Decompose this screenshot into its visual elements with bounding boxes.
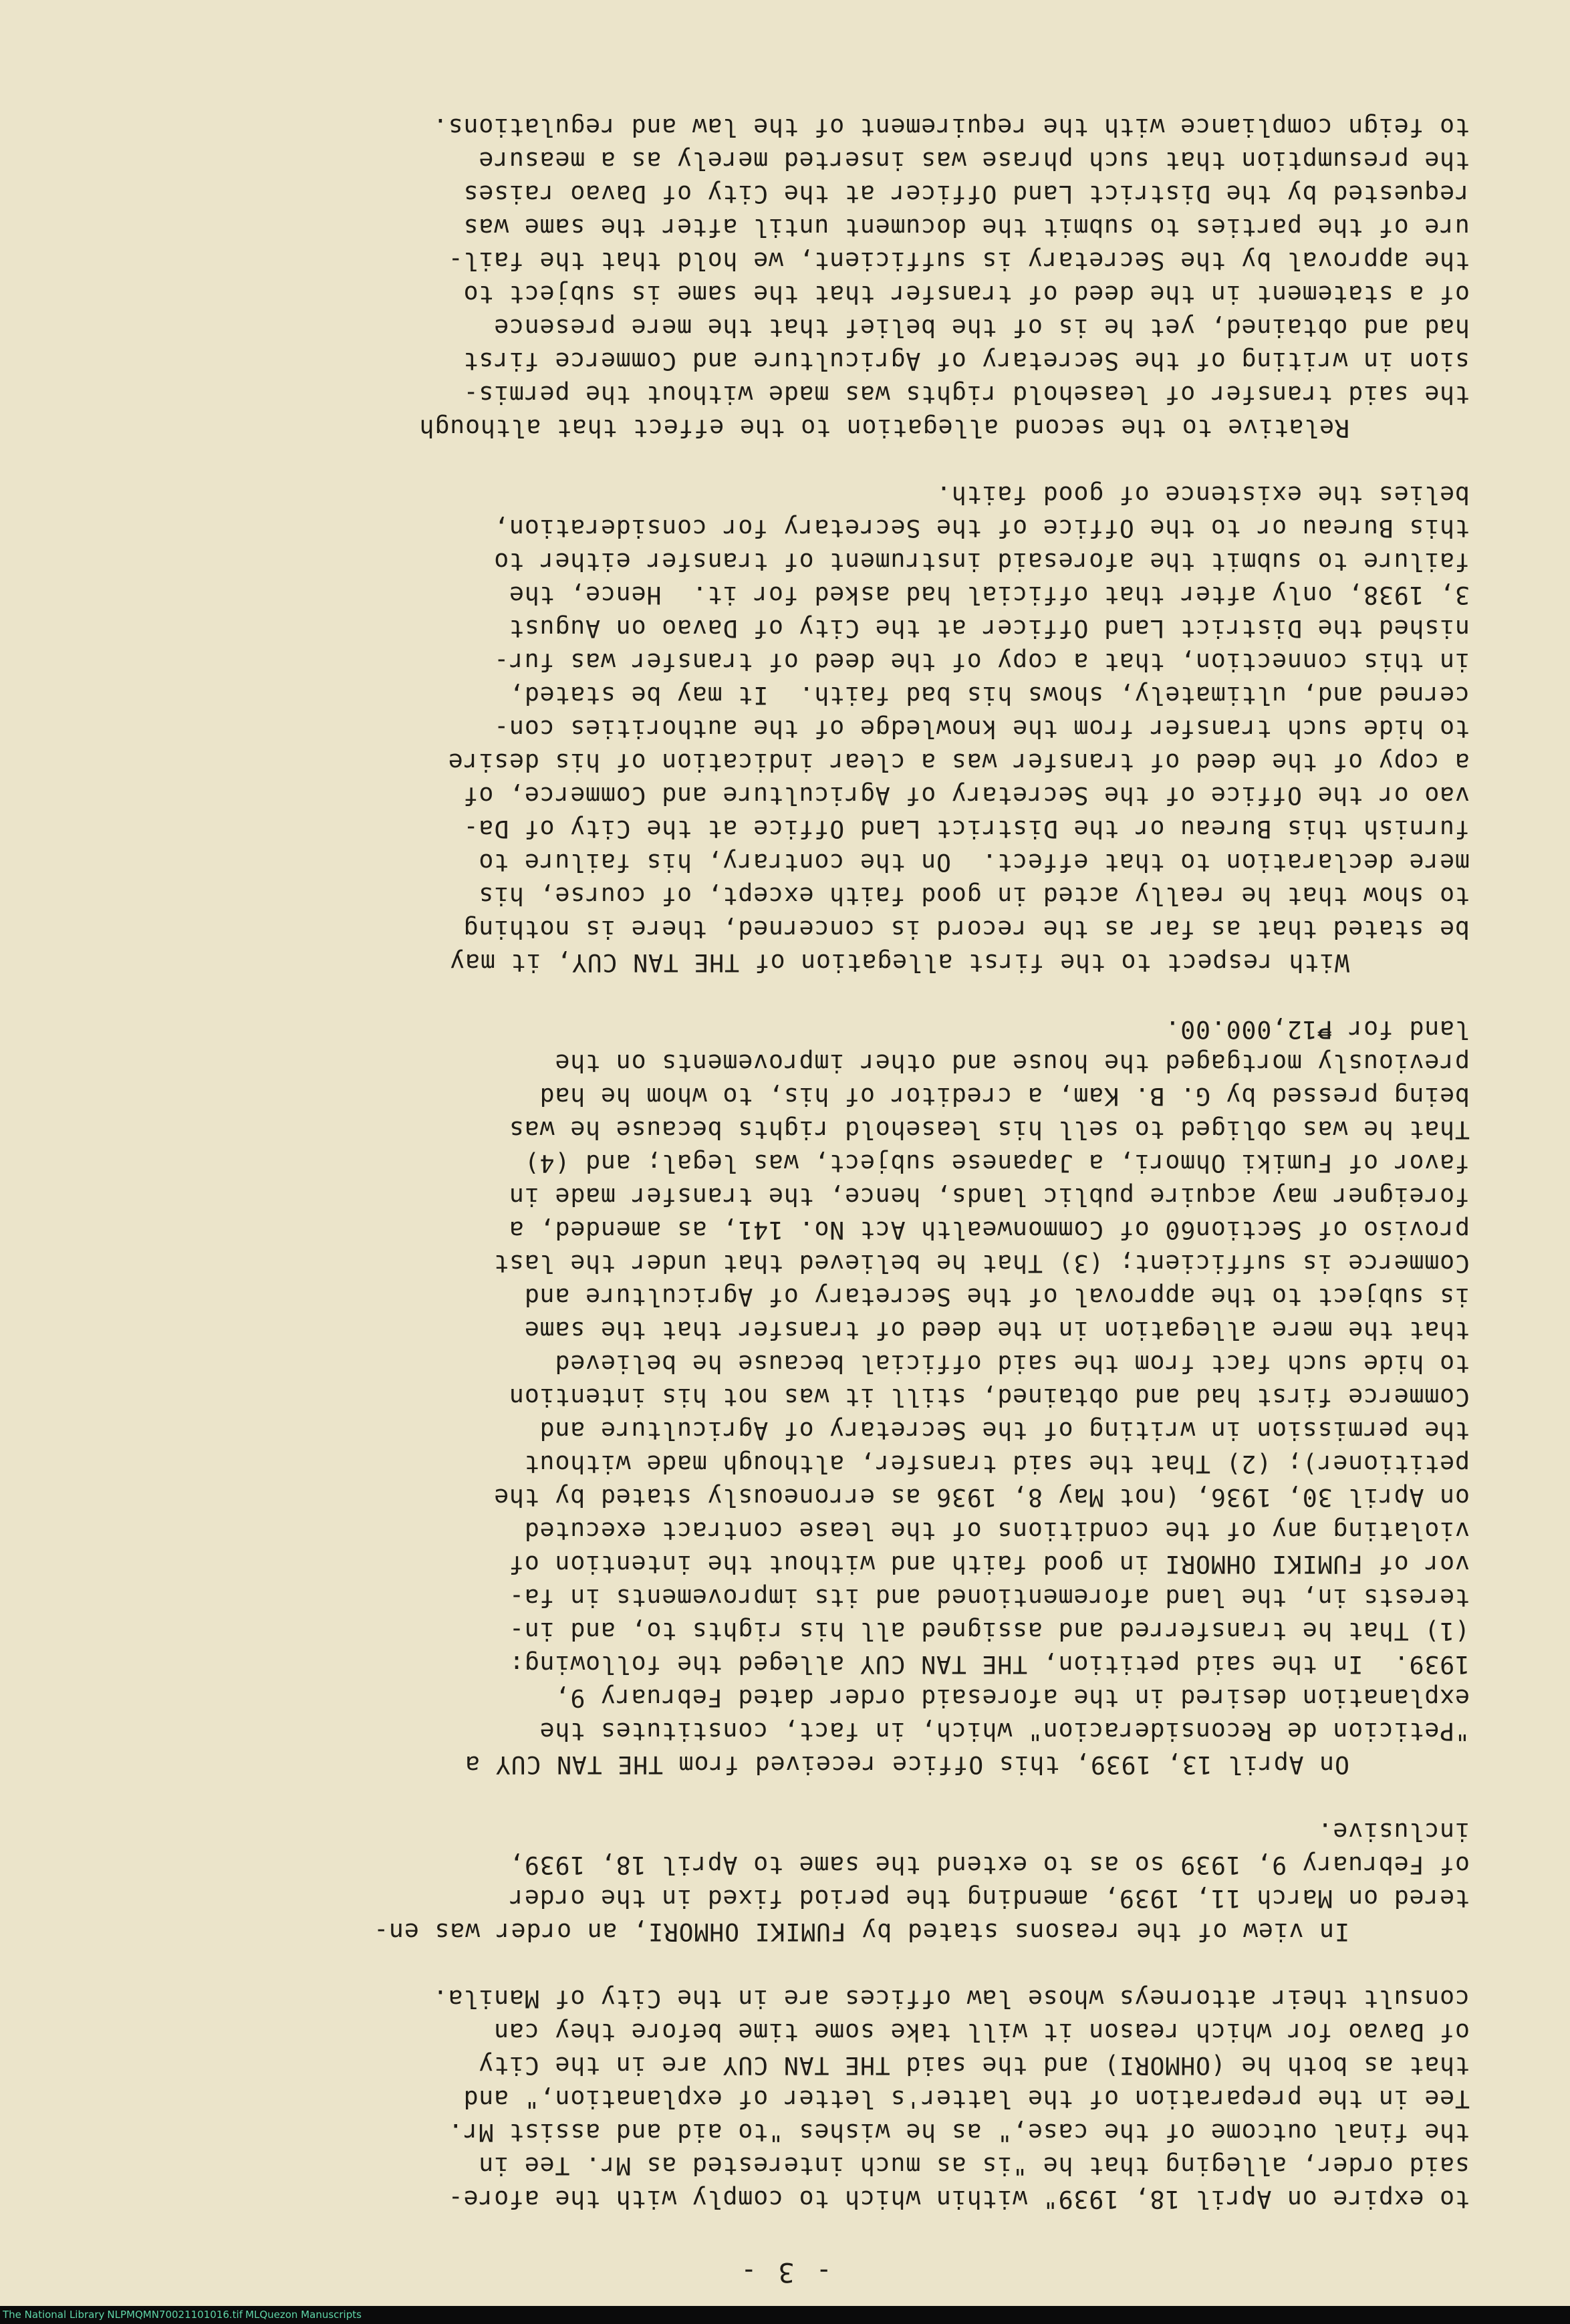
typed-body-text — [66, 110, 1470, 2216]
text-line: cerned and, ultimately, shows his bad faith. It may be stated, — [509, 681, 1470, 710]
paragraph — [66, 1982, 1470, 2216]
text-line: inclusive. — [1317, 1817, 1470, 1846]
text-line: That he was obliged to sell his leasehold rights because he was — [509, 1116, 1470, 1144]
text-line: vao or the Office of the Secretary of Agriculture and Commerce, of — [463, 781, 1470, 810]
paragraph-gap — [66, 1781, 1470, 1815]
paragraph — [66, 1013, 1470, 1781]
paragraph — [66, 110, 1470, 444]
paragraph-gap — [66, 444, 1470, 478]
text-line: foreigner may acquire public lands, hence, the transfer made in — [509, 1182, 1470, 1211]
text-line: the presumption that such phrase was inserted merely as a measure — [478, 146, 1470, 175]
text-line: requested by the District Land Officer at the City of Davao raises — [463, 180, 1470, 209]
text-line: to expire on April 18, 1939" within which to comply with the afore- — [447, 2185, 1470, 2214]
text-line: consult their attorneys whose law offices are in the City of Manila. — [432, 1984, 1470, 2013]
text-line: violating any of the conditions of the lease contract executed — [524, 1517, 1470, 1545]
text-line: failure to submit the aforesaid instrument of transfer either to — [493, 547, 1470, 576]
archive-footer-bar — [0, 2306, 1570, 2324]
text-line: to feign compliance with the requirement of the law and regulations. — [432, 113, 1470, 142]
text-line: vor of FUMIKI OHMORI in good faith and without the intention of — [509, 1550, 1470, 1579]
text-line: had and obtained, yet he is of the belief that the mere presence — [493, 313, 1470, 342]
text-line: "Peticion de Reconsideracion" which, in fact, constitutes the — [539, 1717, 1470, 1746]
paragraph — [66, 1815, 1470, 1948]
paragraph-gap — [66, 1948, 1470, 1982]
text-line: is subject to the approval of the Secretary of Agriculture and — [524, 1283, 1470, 1311]
text-line: In view of the reasons stated by FUMIKI OHMORI, an order was en- — [373, 1918, 1349, 1946]
text-line: the approval by the Secretary is sufficient, we hold that the fail- — [447, 247, 1470, 275]
text-line: land for ₱12,000.00. — [1164, 1015, 1470, 1044]
text-line: the said transfer of leasehold rights was made without the permis- — [463, 380, 1470, 409]
text-line: the permission in writing of the Secretary of Agriculture and — [539, 1416, 1470, 1445]
page-number: - 3 - — [738, 2256, 832, 2287]
text-line: said order, alleging that he "is as much interested as Mr. Tee in — [478, 2152, 1470, 2180]
text-line: in this connection, that a copy of the deed of transfer was fur- — [493, 648, 1470, 676]
text-line: Relative to the second allegation to the effect that although — [418, 414, 1349, 442]
text-line: With respect to the first allegation of THE TAN CUY, it may — [449, 948, 1349, 977]
text-line: furnish this Bureau or the District Land Office at the City of Da- — [463, 815, 1470, 844]
text-line: mere declaration to that effect. On the contrary, his failure to — [478, 848, 1470, 877]
text-line: belies the existence of good faith. — [936, 481, 1470, 509]
paragraph — [66, 478, 1470, 979]
text-line: nished the District Land Officer at the City of Davao on August — [509, 614, 1470, 643]
text-line: on April 30, 1936, (not May 8, 1936 as erroneously stated by the — [493, 1483, 1470, 1512]
text-line: 3, 1938, only after that official had asked for it. Hence, the — [509, 581, 1470, 610]
text-line: On April 13, 1939, this Office received from THE TAN CUY a — [465, 1751, 1349, 1779]
text-line: Commerce first had and obtained, still it was not his intention — [509, 1383, 1470, 1412]
archive-source: The National Library — [3, 2309, 105, 2321]
text-line: 1939. In the said petition, THE TAN CUY alleged the following: — [509, 1650, 1470, 1679]
archive-collection: MLQuezon Manuscripts — [245, 2309, 362, 2321]
text-line: previously mortgaged the house and other improvements on the — [554, 1049, 1470, 1077]
text-line: to hide such transfer from the knowledge of the authorities con- — [493, 715, 1470, 743]
text-line: a copy of the deed of transfer was a clear indication of his desire — [447, 748, 1470, 777]
text-line: of a statement in the deed of transfer that the same is subject to — [463, 280, 1470, 309]
text-line: terests in, the land aforementioned and its improvements in fa- — [509, 1583, 1470, 1612]
text-line: Commerce is sufficient; (3) That he believed that under the last — [493, 1249, 1470, 1278]
text-line: (1) That he transferred and assigned all his rights to, and in- — [509, 1617, 1470, 1646]
text-line: tered on March 11, 1939, amending the period fixed in the order — [509, 1884, 1470, 1913]
text-line: of Davao for which reason it will take some time before they can — [493, 2018, 1470, 2047]
archive-file-name: NLPMQMN70021101016.tif — [107, 2309, 243, 2321]
text-line: Tee in the preparation of the latter's letter of explanation," and — [463, 2085, 1470, 2113]
text-line: being pressed by G. B. Kam, a creditor of his, to whom he had — [539, 1082, 1470, 1111]
text-line: explanation desired in the aforesaid order dated February 9, — [554, 1684, 1470, 1712]
paragraph-gap — [66, 979, 1470, 1013]
text-line: to show that he really acted in good faith except, of course, his — [478, 882, 1470, 910]
text-line: petitioner); (2) That the said transfer, although made without — [524, 1450, 1470, 1478]
text-line: that as both he (OHMORI) and the said THE TAN CUY are in the City — [478, 2051, 1470, 2080]
text-line: sion in writing of the Secretary of Agriculture and Commerce first — [463, 347, 1470, 376]
text-line: ure of the parties to submit the document until after the same was — [463, 213, 1470, 242]
text-line: that the mere allegation in the deed of transfer that the same — [524, 1316, 1470, 1345]
text-line: of February 9, 1939 so as to extend the same to April 18, 1939, — [509, 1851, 1470, 1880]
text-line: to hide such fact from the said official because he believed — [554, 1349, 1470, 1378]
text-line: this Bureau or to the Office of the Secretary for consideration, — [493, 514, 1470, 543]
text-line: proviso of Section60 of Commonwealth Act No. 141, as amended, a — [509, 1216, 1470, 1245]
text-line: the final outcome of the case," as he wishes "to aid and assist Mr. — [447, 2118, 1470, 2147]
text-line: favor of Fumiki Ohmori, a Japanese subject, was legal; and (4) — [524, 1149, 1470, 1178]
text-line: be stated that as far as the record is concerned, there is nothing — [463, 915, 1470, 944]
